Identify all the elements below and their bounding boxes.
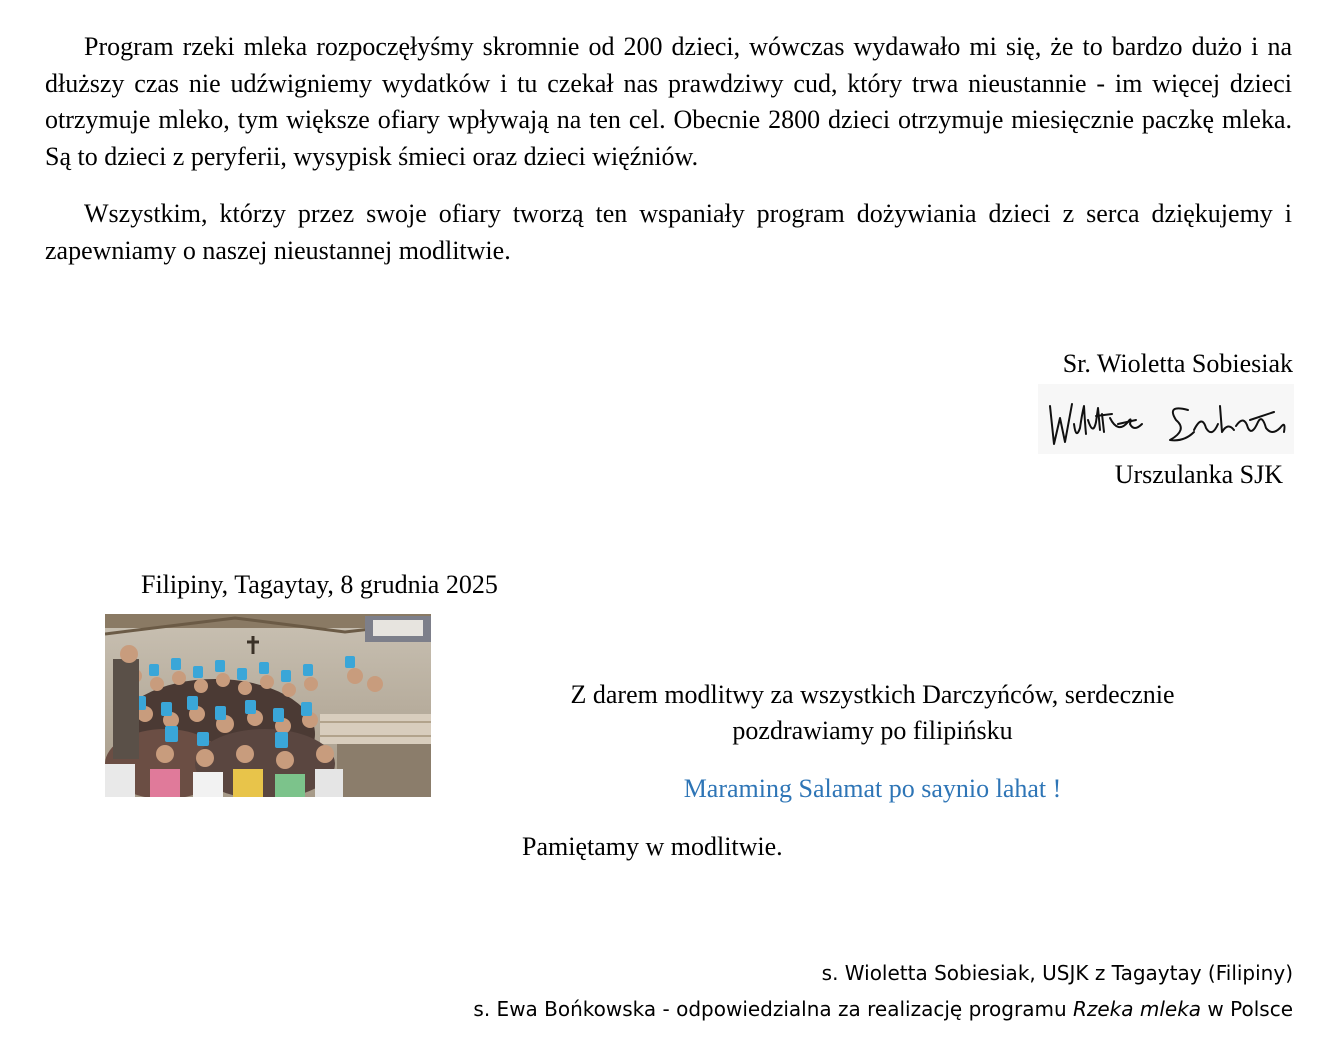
program-name: Rzeka mleka	[1072, 997, 1202, 1021]
handwritten-signature	[1038, 384, 1294, 454]
footer-line-1: s. Wioletta Sobiesiak, USJK z Tagaytay (Filipiny)	[821, 961, 1293, 985]
letter-paragraph-2: Wszystkim, którzy przez swoje ofiary tworzą ten wspaniały program dożywiania dzieci z serca dziękujemy i zapewniamy o naszej nieustannej modlitwie.	[45, 199, 1292, 265]
signatory-name: Sr. Wioletta Sobiesiak	[1062, 349, 1293, 378]
filipino-thank-you: Maraming Salamat po saynio lahat !	[683, 774, 1062, 803]
photo-illustration	[105, 614, 431, 797]
footer-line-2	[473, 994, 1293, 1024]
closing-remember-line: Pamiętamy w modlitwie.	[522, 832, 783, 861]
children-group-photo	[105, 614, 431, 797]
place-and-date: Filipiny, Tagaytay, 8 grudnia 2025	[141, 570, 498, 599]
signature-scribble-icon	[1038, 384, 1294, 454]
letter-paragraph-1: Program rzeki mleka rozpoczęłyśmy skromnie od 200 dzieci, wówczas wydawało mi się, że to bardzo dużo i na dłuższy czas nie udźwigniemy wydatków i tu czekał nas prawdziwy cud, który trwa nieustannie - im więcej dzieci otrzymuje mleko, tym większe ofiary wpływają na ten cel. Obecnie 2800 dzieci otrzymuje miesięcznie paczkę mleka. Są to dzieci z peryferii, wysypisk śmieci oraz dzieci więźniów.	[45, 32, 1292, 171]
footer-line-2-suffix: w Polsce	[1201, 997, 1293, 1021]
greeting-line-2: pozdrawiamy po filipińsku	[732, 716, 1013, 745]
footer-line-2-prefix: s. Ewa Bońkowska - odpowiedzialna za realizację programu	[473, 997, 1073, 1021]
greeting-line-1: Z darem modlitwy za wszystkich Darczyńców, serdecznie	[570, 680, 1175, 709]
signatory-role: Urszulanka SJK	[1114, 460, 1283, 489]
